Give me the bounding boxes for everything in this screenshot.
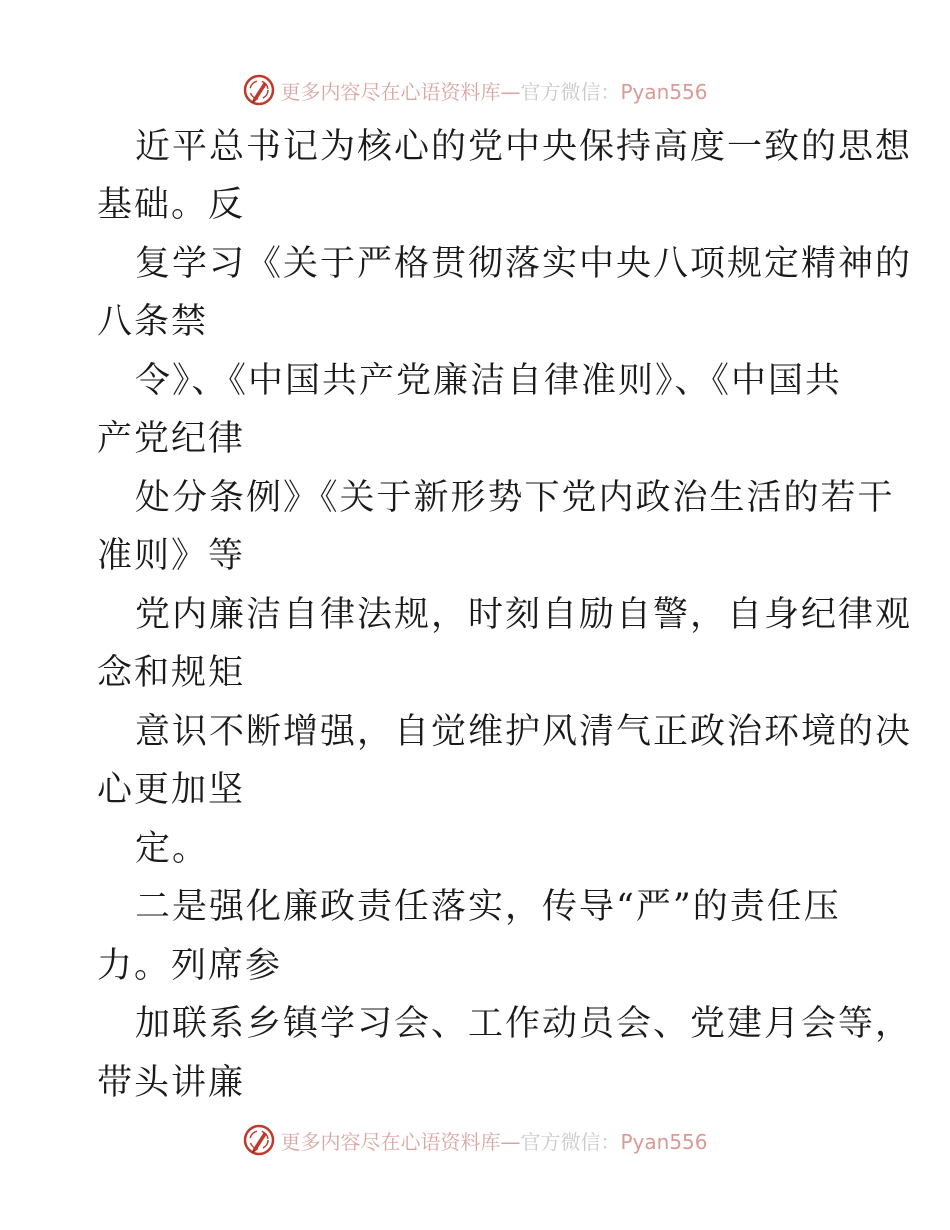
header-wx-label: 官方微信： [520,79,621,104]
footer-banner-sep: — [500,1129,521,1154]
header-banner-sep: — [500,79,521,104]
footer-banner [0,1122,950,1158]
text-line: 带头讲廉 [97,1063,246,1103]
text-line: 定。 [135,829,210,869]
text-line: 基础。反 [97,185,246,225]
text-line: 产党纪律 [97,419,246,459]
text-line: 复学习《关于严格贯彻落实中央八项规定精神的 [135,244,913,284]
text-line: 近平总书记为核心的党中央保持高度一致的思想 [135,127,913,167]
text-line: 念和规矩 [97,653,246,693]
footer-banner-main: 更多内容尽在心语资料库 [280,1129,501,1154]
pen-logo-icon [242,1123,276,1157]
text-line: 准则》等 [97,536,246,576]
header-banner [0,72,950,108]
text-line: 心更加坚 [97,770,246,810]
text-line: 八条禁 [97,302,209,342]
text-line: 二是强化廉政责任落实，传导“严”的责任压 [135,887,841,927]
header-banner-main: 更多内容尽在心语资料库 [280,79,501,104]
text-line: 令》、《中国共产党廉洁自律准则》、《中国共 [135,361,843,401]
header-banner-text [280,76,707,105]
text-line: 加联系乡镇学习会、工作动员会、党建月会等， [135,1004,913,1044]
text-line: 党内廉洁自律法规，时刻自励自警，自身纪律观 [135,595,913,635]
footer-wx-label: 官方微信： [520,1129,621,1154]
header-wx-id: Pyan556 [620,79,708,104]
footer-banner-text [280,1126,707,1155]
text-line: 力。列席参 [97,946,283,986]
text-line: 处分条例》《关于新形势下党内政治生活的若干 [135,478,895,518]
pen-logo-icon [242,73,276,107]
footer-wx-id: Pyan556 [620,1129,708,1154]
text-line: 意识不断增强，自觉维护风清气正政治环境的决 [135,712,913,752]
